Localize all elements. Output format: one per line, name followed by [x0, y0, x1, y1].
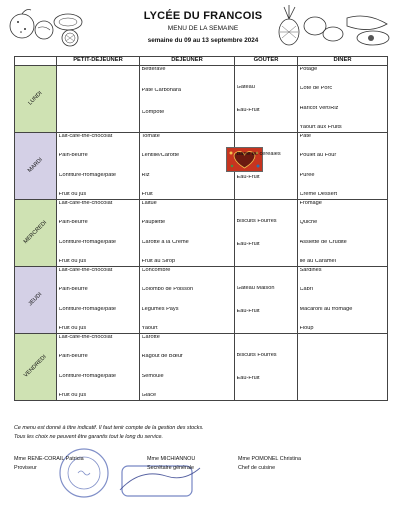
- menu-item: Quiche: [299, 220, 318, 226]
- column-header-diner: DINER: [298, 57, 388, 66]
- menu-item: Betterave: [141, 67, 166, 72]
- menu-item: Glace: [141, 393, 157, 399]
- menu-item: Concombre: [141, 268, 171, 273]
- signatory-role: Proviseur: [14, 465, 37, 471]
- menu-item: Haricot Vert/Riz: [299, 105, 339, 111]
- day-label: JEUDI: [27, 291, 43, 308]
- petit-dejeuner-cell: [57, 133, 140, 200]
- menu-item: Ile au Caramel: [299, 259, 336, 265]
- disclaimer-line: Tous les choix ne peuvent être garantis tout le long du service.: [14, 434, 164, 440]
- menu-item: Purée: [299, 172, 315, 178]
- menu-item: Poulet au Four: [299, 153, 337, 159]
- column-header-petit-dejeuner: PETIT-DÉJEUNER: [57, 57, 140, 66]
- day-row-lundi: [15, 66, 388, 133]
- fruit-illustration-right-icon: [275, 4, 395, 48]
- day-label-cell: [15, 133, 57, 200]
- day-label-cell: [15, 66, 57, 133]
- menu-item: Fruit ou jus: [58, 393, 87, 399]
- menu-item: Eau-Fruit: [236, 375, 260, 381]
- dejeuner-cell: [140, 66, 235, 133]
- petit-dejeuner-cell: [57, 66, 140, 133]
- menu-subtitle: MENU DE LA SEMAINE: [167, 25, 239, 32]
- menu-header-row: [15, 57, 388, 66]
- menu-item: Barre de céréales: [236, 151, 281, 157]
- menu-item: Crème Dessert: [299, 192, 338, 198]
- menu-item: Pâte Carbonara: [141, 88, 181, 94]
- menu-item: Fruit ou jus: [58, 192, 87, 198]
- menu-item: Biscuits Fourrés: [236, 218, 277, 224]
- fruit-illustration-left-icon: [8, 4, 120, 48]
- menu-item: Laitue: [141, 201, 157, 206]
- day-column-header: [15, 57, 57, 66]
- menu-item: Potage: [299, 67, 318, 72]
- menu-item: Macaroni au fromage: [299, 306, 353, 312]
- menu-item: Fruit ou jus: [58, 259, 87, 265]
- menu-item: Lait-café-thé-chocolat: [58, 268, 113, 273]
- menu-item: Floup: [299, 326, 314, 332]
- dejeuner-cell: [140, 133, 235, 200]
- signatory-name: Mme MICHIANNOU: [147, 456, 196, 462]
- menu-item: Confiture-fromage/pâté: [58, 306, 117, 312]
- menu-item: Ragout de Bœuf: [141, 354, 183, 360]
- day-label-cell: [15, 267, 57, 334]
- signatory-role: Secrétaire générale: [147, 465, 195, 471]
- menu-item: Paupiette: [141, 220, 166, 226]
- diner-cell: [298, 133, 388, 200]
- menu-item: Eau-Fruit: [236, 174, 260, 180]
- signatory-role: Chef de cuisine: [238, 465, 276, 471]
- day-row-vendredi: [15, 334, 388, 401]
- petit-dejeuner-cell: [57, 200, 140, 267]
- menu-item: Pain-beurre: [58, 153, 88, 159]
- gouter-cell: [235, 200, 298, 267]
- menu-item: Eau-Fruit: [236, 308, 260, 314]
- diner-cell: [298, 200, 388, 267]
- petit-dejeuner-cell: [57, 334, 140, 401]
- school-title: LYCÉE DU FRANCOIS: [143, 10, 263, 22]
- menu-item: Lait-café-thé-chocolat: [58, 134, 113, 139]
- menu-item: Yaourt aux Fruits: [299, 125, 342, 131]
- day-label: MARDI: [26, 156, 44, 174]
- week-range: semaine du 09 au 13 septembre 2024: [147, 37, 259, 44]
- menu-item: Pain-beurre: [58, 354, 88, 360]
- menu-item: Gâteau: [236, 84, 255, 90]
- menu-item: Cabri: [299, 287, 313, 293]
- day-row-mercredi: [15, 200, 388, 267]
- diner-cell: [298, 267, 388, 334]
- menu-item: Pain-beurre: [58, 287, 88, 293]
- menu-item: Eau-Fruit: [236, 241, 260, 247]
- menu-item: Fromage: [299, 201, 322, 206]
- menu-item: Colombo de Poisson: [141, 287, 194, 293]
- menu-item: Fruit au Sirop: [141, 259, 176, 265]
- signature-chef-cuisine: [238, 455, 301, 473]
- gouter-cell: [235, 267, 298, 334]
- menu-item: Biscuits Fourrés: [236, 352, 277, 358]
- menu-disclaimer: [14, 424, 204, 442]
- day-label: LUNDI: [26, 90, 43, 107]
- menu-item: Légumes Pays: [141, 306, 179, 312]
- menu-item: Eau-Fruit: [236, 107, 260, 113]
- menu-item: Confiture-fromage/pâté: [58, 172, 117, 178]
- gouter-cell: [235, 133, 298, 200]
- menu-item: Tomate: [141, 134, 160, 139]
- gouter-cell: [235, 66, 298, 133]
- column-header-dejeuner: DÉJEUNER: [140, 57, 235, 66]
- menu-item: Compote: [141, 109, 165, 115]
- menu-item: Confiture-fromage/pâté: [58, 239, 117, 245]
- dejeuner-cell: [140, 267, 235, 334]
- menu-item: Yaourt: [141, 326, 158, 332]
- menu-item: Fruit: [141, 192, 153, 198]
- day-label-cell: [15, 334, 57, 401]
- menu-item: Pâté: [299, 134, 312, 139]
- day-label: MERCREDI: [22, 219, 48, 246]
- disclaimer-line: Ce menu est donné à titre indicatif. Il faut tenir compte de la gestion des stocks.: [14, 425, 204, 431]
- petit-dejeuner-cell: [57, 267, 140, 334]
- signatory-name: Mme POMONEL Christina: [238, 456, 302, 462]
- menu-item: Confiture-fromage/pâté: [58, 373, 117, 379]
- column-header-gouter: GOUTER: [235, 57, 298, 66]
- signature-secretaire: [147, 455, 195, 473]
- day-label: VENDREDI: [22, 354, 48, 379]
- menu-item: Assiette de Crudité: [299, 239, 347, 245]
- menu-item: Lentille/Carotte: [141, 153, 180, 159]
- menu-item: Sardines: [299, 268, 322, 273]
- signatory-name: Mme RENE-CORAIL Patricia: [14, 456, 84, 462]
- menu-item: Riz: [141, 172, 150, 178]
- weekly-menu-table: [14, 56, 388, 401]
- day-label-cell: [15, 200, 57, 267]
- diner-cell: [298, 66, 388, 133]
- day-row-mardi: [15, 133, 388, 200]
- menu-item: Carotte à la Crème: [141, 239, 189, 245]
- menu-item: Lait-café-thé-chocolat: [58, 335, 113, 340]
- menu-item: Lait-café-thé-chocolat: [58, 201, 113, 206]
- dejeuner-cell: [140, 334, 235, 401]
- dejeuner-cell: [140, 200, 235, 267]
- menu-item: Gâteau Maison: [236, 285, 275, 291]
- menu-item: Semoule: [141, 373, 164, 379]
- menu-item: Carotte: [141, 335, 160, 340]
- menu-item: Fruit ou jus: [58, 326, 87, 332]
- gouter-cell: [235, 334, 298, 401]
- signature-proviseur: [14, 455, 84, 473]
- diner-cell: [298, 334, 388, 401]
- day-row-jeudi: [15, 267, 388, 334]
- menu-item: Côte de Porc: [299, 86, 333, 92]
- menu-item: Pain-beurre: [58, 220, 88, 226]
